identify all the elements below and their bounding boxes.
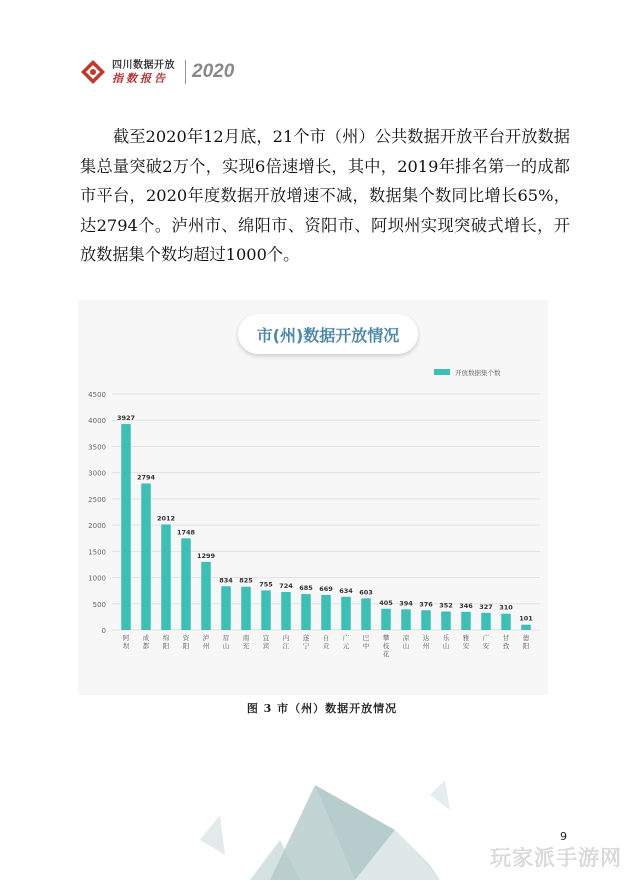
y-tick-label: 500 — [92, 600, 106, 609]
bar-value-label: 1299 — [196, 551, 216, 560]
bar-value-label: 3927 — [116, 414, 136, 423]
bar — [441, 612, 451, 630]
x-tick-label: 巴中 — [362, 634, 370, 650]
x-tick-label: 成都 — [142, 634, 150, 650]
x-tick-label: 凉山 — [402, 634, 410, 650]
x-tick-label: 甘孜 — [502, 634, 510, 650]
legend-label: 开放数据集个数 — [455, 369, 501, 377]
bar — [161, 524, 171, 630]
bar — [121, 424, 131, 630]
bar-value-label: 755 — [259, 580, 273, 589]
watermark-text: 玩家派手游网 — [490, 846, 622, 870]
bar — [281, 592, 291, 630]
y-tick-label: 3500 — [88, 443, 106, 452]
page-number: 9 — [560, 830, 567, 843]
bar-value-label: 1748 — [176, 528, 196, 537]
bar — [321, 595, 331, 630]
y-tick-label: 2500 — [88, 495, 106, 504]
bar — [421, 610, 431, 630]
bar — [401, 609, 411, 630]
y-tick-label: 1500 — [88, 548, 106, 557]
bar — [481, 613, 491, 630]
legend-swatch — [434, 369, 450, 375]
x-tick-label: 眉山 — [222, 634, 230, 650]
bar — [221, 586, 231, 630]
bar-value-label: 724 — [279, 582, 293, 591]
bar-value-label: 310 — [499, 603, 513, 612]
bar-value-label: 352 — [439, 601, 453, 610]
bar-value-label: 405 — [379, 598, 393, 607]
bar-value-label: 2012 — [156, 514, 176, 523]
bar — [241, 587, 251, 630]
x-tick-label: 资阳 — [182, 634, 190, 650]
body-paragraph: 截至2020年12月底，21个市（州）公共数据开放平台开放数据集总量突破2万个，实现6倍速增长，其中，2019年排名第一的成都市平台，2020年度数据开放增速不减，数据集个数同比增长65%，达2794个。泸州市、绵阳市、资阳市、阿坝州实现突破式增长，开放数据集个数均超过1000个。 — [80, 127, 570, 264]
bar-chart — [78, 300, 548, 695]
decorative-triangles — [140, 770, 480, 880]
x-tick-label: 德阳 — [522, 634, 530, 650]
bar-value-label: 634 — [339, 586, 353, 595]
report-logo-icon — [80, 59, 106, 85]
bar-value-label: 376 — [419, 600, 433, 609]
bar-value-label: 2794 — [136, 473, 156, 482]
bar-value-label: 327 — [479, 602, 493, 611]
chart-panel — [78, 300, 548, 695]
x-tick-label: 内江 — [282, 634, 290, 650]
report-header — [80, 52, 234, 92]
bar — [141, 483, 151, 630]
header-org-line2: 指数报告 — [112, 71, 168, 85]
bar — [501, 614, 511, 630]
x-tick-label: 广元 — [342, 634, 350, 650]
bar-value-label: 825 — [239, 576, 253, 585]
x-tick-label: 遂宁 — [302, 634, 310, 650]
y-tick-label: 4000 — [88, 417, 106, 426]
bar — [521, 625, 531, 630]
header-org-line1: 四川数据开放 — [112, 59, 175, 71]
bar — [461, 612, 471, 630]
bar — [301, 594, 311, 630]
bar-value-label: 603 — [359, 588, 373, 597]
y-tick-label: 3000 — [88, 469, 106, 478]
bar-value-label: 669 — [319, 584, 333, 593]
x-tick-label: 泸州 — [202, 634, 210, 650]
bar — [341, 597, 351, 630]
bar-value-label: 101 — [519, 614, 533, 623]
bar — [261, 590, 271, 630]
header-divider — [185, 60, 186, 84]
x-tick-label: 攀枝花 — [382, 634, 390, 658]
figure-caption: 图 3 市（州）数据开放情况 — [246, 702, 398, 715]
x-tick-label: 阿坝 — [122, 634, 130, 650]
x-tick-label: 达州 — [422, 634, 430, 650]
bar — [201, 562, 211, 630]
bar-value-label: 834 — [219, 576, 233, 585]
bar — [361, 598, 371, 630]
y-tick-label: 1000 — [88, 574, 106, 583]
x-tick-label: 广安 — [482, 634, 490, 650]
x-tick-label: 南充 — [242, 634, 250, 650]
bar-value-label: 685 — [299, 584, 313, 593]
bar — [381, 609, 391, 630]
bar-value-label: 394 — [399, 599, 413, 608]
x-tick-label: 自贡 — [322, 634, 330, 650]
x-tick-label: 乐山 — [442, 634, 450, 650]
chart-title: 市(州)数据开放情况 — [238, 314, 418, 354]
y-tick-label: 2000 — [88, 522, 106, 531]
y-tick-label: 0 — [101, 627, 106, 635]
x-tick-label: 雅安 — [462, 634, 470, 650]
bar — [181, 538, 191, 630]
x-tick-label: 绵阳 — [162, 634, 170, 650]
header-year: 2020 — [192, 61, 235, 82]
y-tick-label: 4500 — [88, 391, 106, 399]
bar-value-label: 346 — [459, 601, 473, 610]
x-tick-label: 宜宾 — [262, 634, 270, 650]
